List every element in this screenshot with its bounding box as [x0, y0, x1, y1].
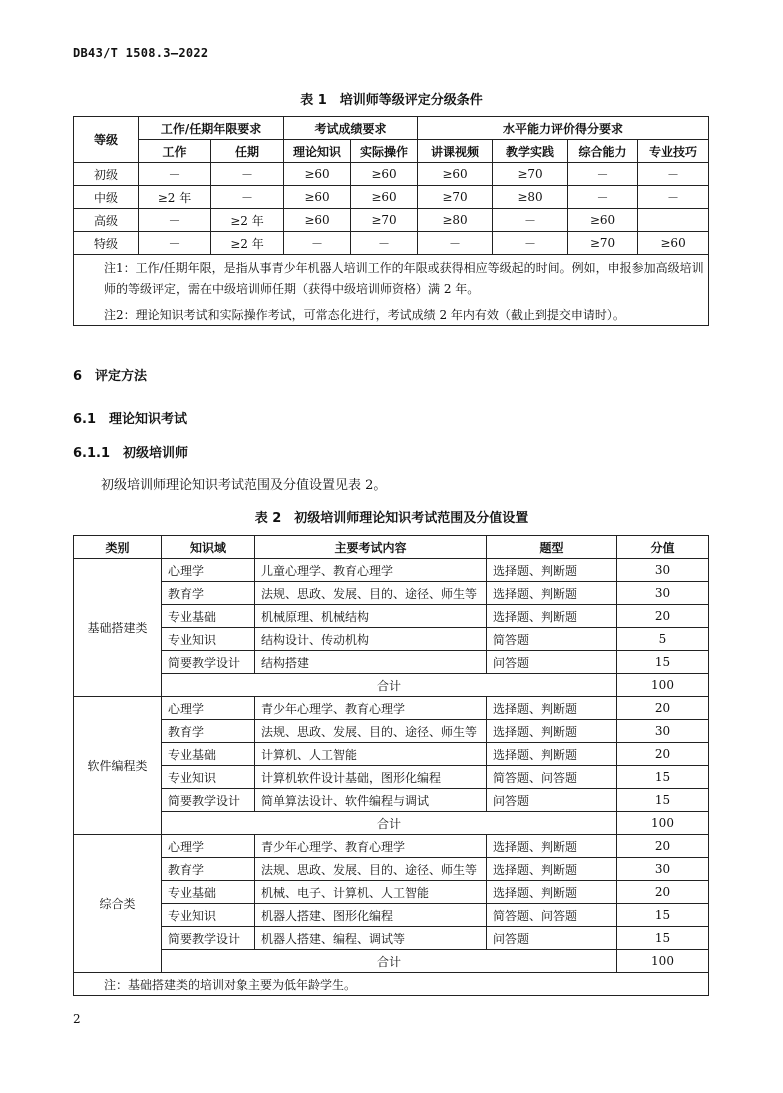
category-cell: 基础搭建类: [74, 559, 162, 697]
cell: ≥60: [638, 232, 709, 255]
table-row: [74, 559, 709, 582]
table-row: [74, 163, 709, 186]
cell: 特级: [74, 232, 139, 255]
cell: 20: [617, 697, 709, 720]
total-value: 100: [617, 812, 709, 835]
table-row: [74, 858, 709, 881]
cell: 教育学: [162, 720, 255, 743]
cell: 专业知识: [162, 628, 255, 651]
cell: －: [139, 163, 211, 186]
group-software-programming: [74, 697, 709, 835]
th-col: 任期: [211, 140, 284, 163]
cell: 问答题: [487, 789, 617, 812]
table-row: [74, 904, 709, 927]
total-row: [74, 950, 709, 973]
cell: 简单算法设计、软件编程与调试: [255, 789, 487, 812]
th-col: 综合能力: [568, 140, 638, 163]
cell: 选择题、判断题: [487, 881, 617, 904]
cell: 选择题、判断题: [487, 697, 617, 720]
table1-note-1: 注1：工作/任期年限，是指从事青少年机器人培训工作的年限或获得相应等级起的时间。例如，申报参加高级培训师的等级评定，需在中级培训师任期（获得中级培训师资格）满 2 年。: [74, 255, 709, 304]
cell: 机械、电子、计算机、人工智能: [255, 881, 487, 904]
category-cell: 软件编程类: [74, 697, 162, 835]
cell: 心理学: [162, 559, 255, 582]
total-row: [74, 674, 709, 697]
th-domain: 知识域: [162, 536, 255, 559]
table-row: [74, 835, 709, 858]
cell: 专业基础: [162, 881, 255, 904]
cell: 选择题、判断题: [487, 743, 617, 766]
cell: 选择题、判断题: [487, 858, 617, 881]
cell: 简答题、问答题: [487, 904, 617, 927]
cell: ≥80: [418, 209, 493, 232]
cell: －: [284, 232, 351, 255]
cell: ≥70: [493, 163, 568, 186]
th-col: 专业技巧: [638, 140, 709, 163]
cell: 15: [617, 789, 709, 812]
cell: 选择题、判断题: [487, 582, 617, 605]
th-group-exam: 考试成绩要求: [284, 117, 418, 140]
cell: 计算机软件设计基础，图形化编程: [255, 766, 487, 789]
table1-note-2: 注2：理论知识考试和实际操作考试，可常态化进行，考试成绩 2 年内有效（截止到提交申请时）。: [74, 303, 709, 326]
cell: 30: [617, 720, 709, 743]
cell: －: [638, 163, 709, 186]
section-6-1-1-heading: 6.1.1 初级培训师: [73, 446, 189, 461]
cell: [638, 209, 709, 232]
cell: 20: [617, 835, 709, 858]
cell: 初级: [74, 163, 139, 186]
cell: ≥60: [568, 209, 638, 232]
th-level: 等级: [74, 117, 139, 163]
document-code: DB43/T 1508.3—2022: [73, 46, 209, 60]
table-row: [74, 720, 709, 743]
cell: 30: [617, 582, 709, 605]
total-row: [74, 812, 709, 835]
total-label: 合计: [162, 674, 617, 697]
th-col: 实际操作: [351, 140, 418, 163]
total-label: 合计: [162, 950, 617, 973]
table2: [73, 535, 709, 996]
table-row: [74, 651, 709, 674]
cell: 选择题、判断题: [487, 559, 617, 582]
th-col: 教学实践: [493, 140, 568, 163]
cell: －: [568, 186, 638, 209]
cell: ≥80: [493, 186, 568, 209]
cell: ≥60: [284, 163, 351, 186]
cell: 专业基础: [162, 743, 255, 766]
th-col: 工作: [139, 140, 211, 163]
th-group-tenure: 工作/任期年限要求: [139, 117, 284, 140]
cell: 简答题、问答题: [487, 766, 617, 789]
table1: [73, 116, 709, 326]
cell: 心理学: [162, 697, 255, 720]
page-number: 2: [73, 1012, 81, 1026]
table-row: [74, 697, 709, 720]
cell: 简要教学设计: [162, 789, 255, 812]
cell: 青少年心理学、教育心理学: [255, 835, 487, 858]
cell: 15: [617, 651, 709, 674]
cell: ≥2 年: [139, 186, 211, 209]
cell: 30: [617, 559, 709, 582]
total-value: 100: [617, 950, 709, 973]
cell: 中级: [74, 186, 139, 209]
cell: 简答题: [487, 628, 617, 651]
th-score: 分值: [617, 536, 709, 559]
cell: 选择题、判断题: [487, 720, 617, 743]
table1-caption: 表 1 培训师等级评定分级条件: [300, 93, 483, 108]
table-row: [74, 232, 709, 255]
cell: 结构设计、传动机构: [255, 628, 487, 651]
table-row: [74, 766, 709, 789]
group-comprehensive: [74, 835, 709, 973]
cell: －: [493, 209, 568, 232]
th-type: 题型: [487, 536, 617, 559]
cell: 高级: [74, 209, 139, 232]
cell: 心理学: [162, 835, 255, 858]
cell: ≥60: [351, 163, 418, 186]
cell: 20: [617, 605, 709, 628]
table-row: [74, 628, 709, 651]
cell: －: [493, 232, 568, 255]
cell: ≥70: [351, 209, 418, 232]
th-group-ability: 水平能力评价得分要求: [418, 117, 709, 140]
cell: 15: [617, 904, 709, 927]
cell: 机器人搭建、编程、调试等: [255, 927, 487, 950]
cell: 结构搭建: [255, 651, 487, 674]
cell: ≥60: [284, 209, 351, 232]
cell: 5: [617, 628, 709, 651]
cell: ≥60: [418, 163, 493, 186]
category-cell: 综合类: [74, 835, 162, 973]
cell: －: [351, 232, 418, 255]
cell: 简要教学设计: [162, 927, 255, 950]
cell: 20: [617, 881, 709, 904]
cell: ≥2 年: [211, 209, 284, 232]
cell: 选择题、判断题: [487, 835, 617, 858]
paragraph: 初级培训师理论知识考试范围及分值设置见表 2。: [101, 478, 387, 493]
table-row: [74, 881, 709, 904]
group-basic-build: [74, 559, 709, 697]
cell: －: [211, 163, 284, 186]
cell: 法规、思政、发展、目的、途径、师生等: [255, 582, 487, 605]
th-content: 主要考试内容: [255, 536, 487, 559]
cell: 机械原理、机械结构: [255, 605, 487, 628]
cell: －: [418, 232, 493, 255]
cell: 计算机、人工智能: [255, 743, 487, 766]
cell: 青少年心理学、教育心理学: [255, 697, 487, 720]
table-row: [74, 209, 709, 232]
total-value: 100: [617, 674, 709, 697]
cell: 30: [617, 858, 709, 881]
cell: －: [139, 209, 211, 232]
cell: 专业基础: [162, 605, 255, 628]
cell: ≥70: [418, 186, 493, 209]
cell: －: [139, 232, 211, 255]
cell: 教育学: [162, 582, 255, 605]
cell: －: [211, 186, 284, 209]
cell: 儿童心理学、教育心理学: [255, 559, 487, 582]
table2-caption: 表 2 初级培训师理论知识考试范围及分值设置: [254, 511, 529, 526]
cell: 法规、思政、发展、目的、途径、师生等: [255, 858, 487, 881]
table-row: [74, 743, 709, 766]
th-category: 类别: [74, 536, 162, 559]
table-row: [74, 582, 709, 605]
cell: 问答题: [487, 927, 617, 950]
table2-note: 注：基础搭建类的培训对象主要为低年龄学生。: [74, 973, 709, 996]
cell: ≥60: [284, 186, 351, 209]
cell: ≥60: [351, 186, 418, 209]
table-row: [74, 605, 709, 628]
cell: －: [638, 186, 709, 209]
cell: 法规、思政、发展、目的、途径、师生等: [255, 720, 487, 743]
table-row: [74, 186, 709, 209]
section-6-1-heading: 6.1 理论知识考试: [73, 412, 188, 427]
cell: －: [568, 163, 638, 186]
cell: ≥2 年: [211, 232, 284, 255]
cell: 15: [617, 927, 709, 950]
cell: 20: [617, 743, 709, 766]
cell: 选择题、判断题: [487, 605, 617, 628]
total-label: 合计: [162, 812, 617, 835]
cell: 教育学: [162, 858, 255, 881]
table-row: [74, 789, 709, 812]
cell: 15: [617, 766, 709, 789]
cell: 机器人搭建、图形化编程: [255, 904, 487, 927]
table-row: [74, 927, 709, 950]
th-col: 理论知识: [284, 140, 351, 163]
th-col: 讲课视频: [418, 140, 493, 163]
cell: ≥70: [568, 232, 638, 255]
section-6-heading: 6 评定方法: [73, 369, 148, 384]
cell: 专业知识: [162, 904, 255, 927]
cell: 问答题: [487, 651, 617, 674]
cell: 专业知识: [162, 766, 255, 789]
cell: 简要教学设计: [162, 651, 255, 674]
